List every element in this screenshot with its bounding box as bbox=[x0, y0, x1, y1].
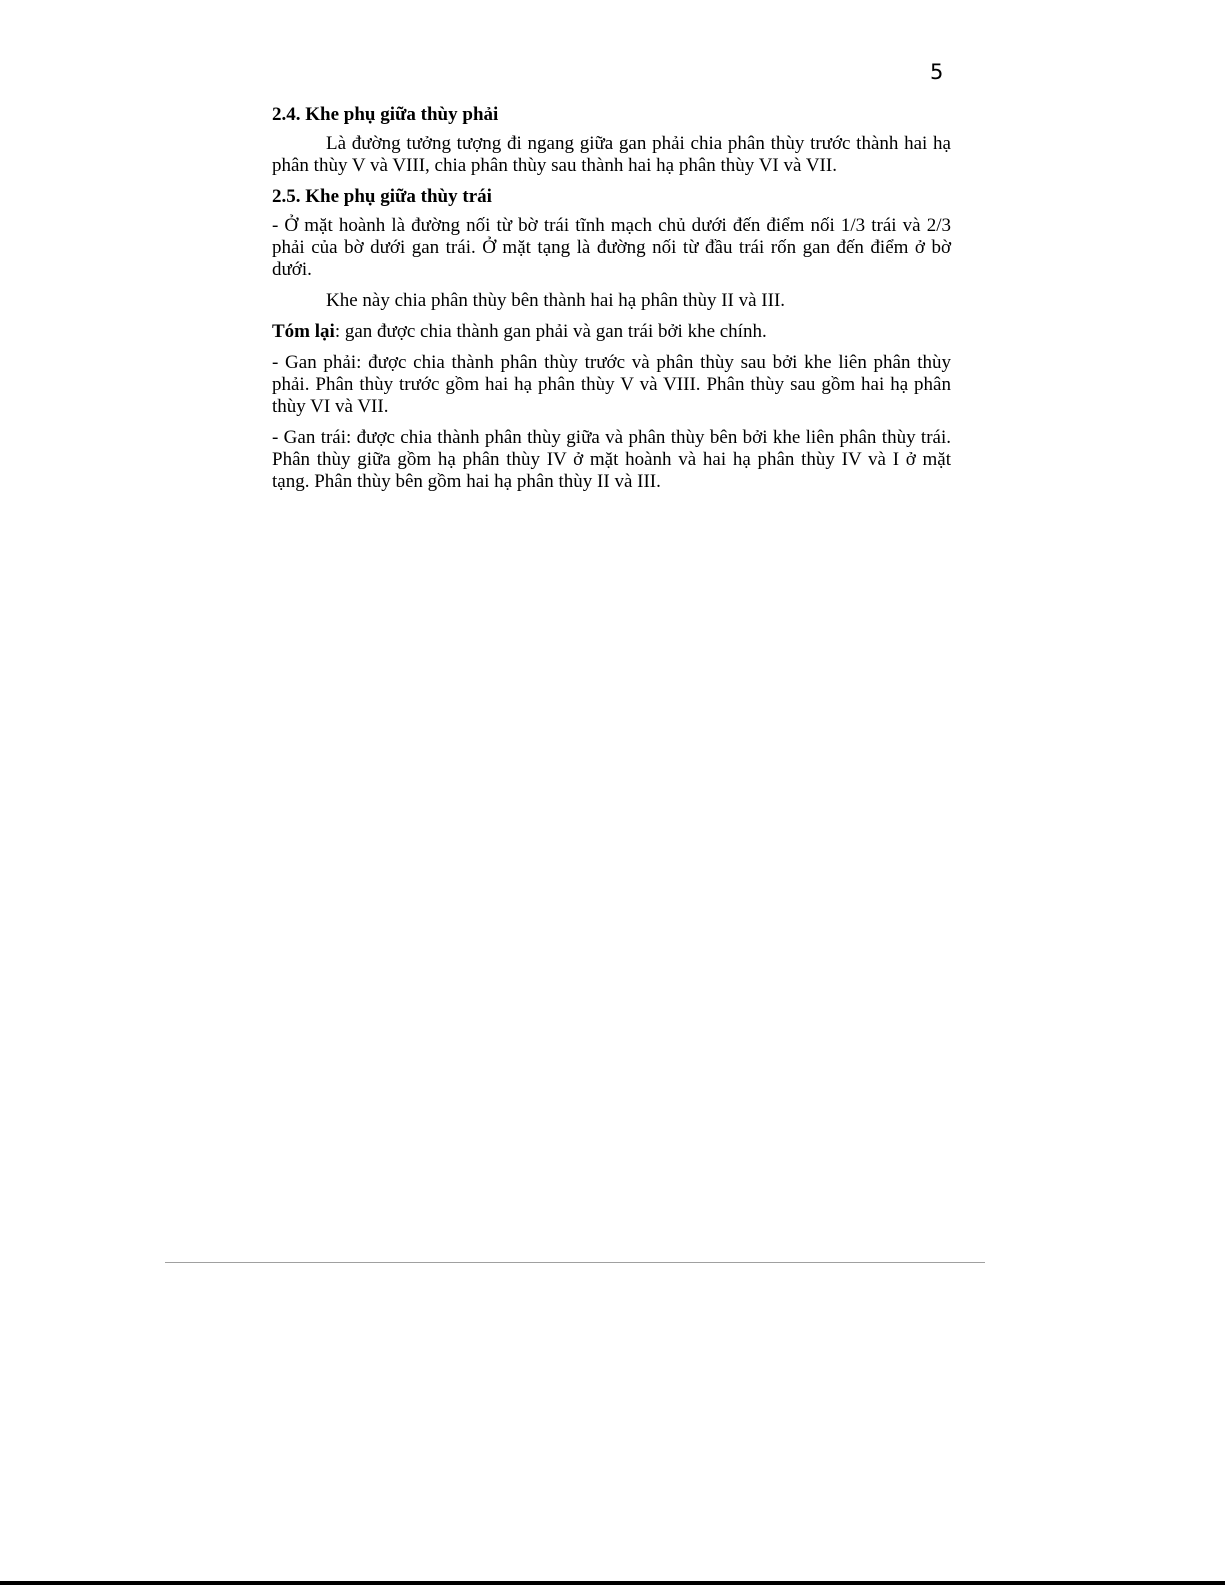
summary-paragraph bbox=[272, 321, 951, 343]
summary-text: : gan được chia thành gan phải và gan trái bởi khe chính. bbox=[334, 321, 767, 342]
summary-right-liver: - Gan phải: được chia thành phân thùy trước và phân thùy sau bởi khe liên phân thùy phải. Phân thùy trước gồm hai hạ phân thùy V và VIII. Phân thùy sau gồm hai hạ phân thùy VI và VII. bbox=[272, 352, 951, 417]
summary-left-liver: - Gan trái: được chia thành phân thùy giữa và phân thùy bên bởi khe liên phân thùy trái. Phân thùy giữa gồm hạ phân thùy IV ở mặt hoành và hai hạ phân thùy IV và I ở mặt tạng. Phân thùy bên gồm hai hạ phân thùy II và III. bbox=[272, 427, 951, 492]
footer-divider bbox=[165, 1262, 985, 1263]
section-heading-2-4: 2.4. Khe phụ giữa thùy phải bbox=[272, 104, 499, 125]
section-2-4-paragraph: Là đường tưởng tượng đi ngang giữa gan phải chia phân thùy trước thành hai hạ phân thùy V và VIII, chia phân thùy sau thành hai hạ phân thùy VI và VII. bbox=[272, 133, 951, 176]
section-2-5-paragraph-1: - Ở mặt hoành là đường nối từ bờ trái tĩnh mạch chủ dưới đến điểm nối 1/3 trái và 2/3 phải của bờ dưới gan trái. Ở mặt tạng là đường nối từ đầu trái rốn gan đến điểm ở bờ dưới. bbox=[272, 215, 951, 280]
page-number: 5 bbox=[930, 60, 944, 84]
section-2-5-paragraph-2: Khe này chia phân thùy bên thành hai hạ phân thùy II và III. bbox=[326, 290, 786, 311]
section-heading-2-5: 2.5. Khe phụ giữa thùy trái bbox=[272, 186, 492, 207]
bottom-edge-bar bbox=[0, 1581, 1225, 1585]
summary-lead: Tóm lại bbox=[272, 321, 335, 342]
document-body bbox=[272, 104, 951, 502]
